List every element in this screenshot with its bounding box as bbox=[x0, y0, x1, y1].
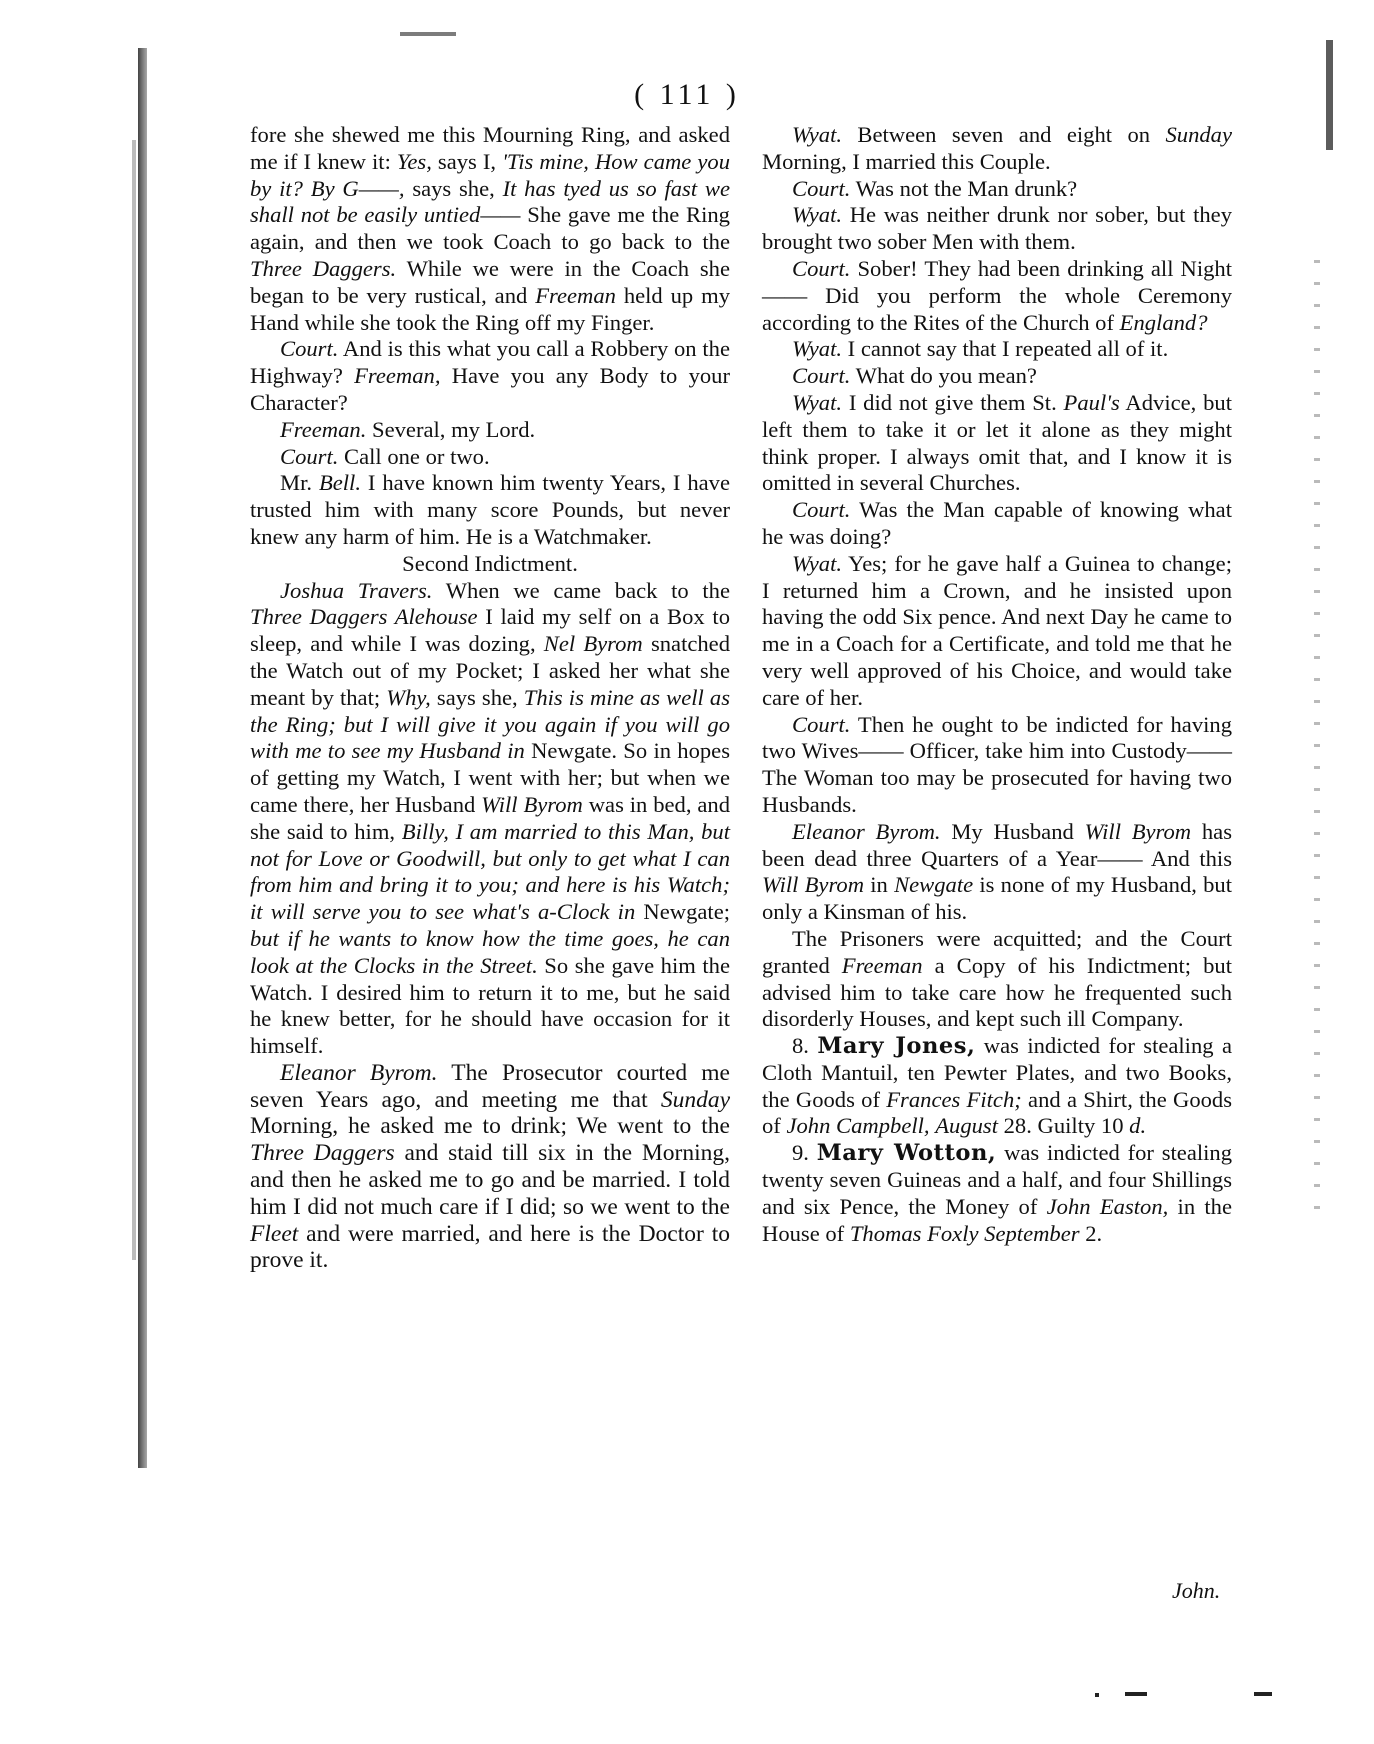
left-column bbox=[250, 122, 730, 1274]
speaker-label: Wyat. bbox=[792, 389, 842, 415]
speaker-label: Joshua Travers. bbox=[280, 577, 433, 603]
speaker-label: Wyat. bbox=[792, 122, 842, 147]
paragraph: Eleanor Byrom. The Prosecutor courted me seven Years ago, and meeting me that Sunday Morning, he asked me to drink; We went to the Three Daggers and staid till six in the Morning, and then he asked me to go and be married. I told him I did not much care if I did; so we went to the Fleet and were married, and here is the Doctor to prove it. bbox=[250, 1059, 730, 1274]
speaker-label: Court. bbox=[792, 363, 851, 389]
scan-ink-mark-bottom bbox=[1254, 1692, 1272, 1696]
speaker-label: Court. bbox=[792, 175, 851, 201]
paragraph: Mr. Bell. I have known him twenty Years, I have trusted him with many score Pounds, but never knew any harm of him. He is a Watchmaker. bbox=[250, 470, 730, 549]
speaker-label: Wyat. bbox=[792, 202, 842, 228]
catchword: John. bbox=[1172, 1578, 1221, 1603]
paragraph: Joshua Travers. When we came back to the Three Daggers Alehouse I laid my self on a Box to sleep, and while I was dozing, Nel Byrom snatched the Watch out of my Pocket; I asked her what she meant by that; Why, says she, This is mine as well as the Ring; but I will give it you again if you will go with me to see my Husband in Newgate. So in hopes of getting my Watch, I went with her; but when we came there, her Husband Will Byrom was in bed, and she said to him, Billy, I am married to this Man, but not for Love or Goodwill, but only to get what I can from him and bring it to you; and here is his Watch; it will serve you to see what's a-Clock in Newgate; but if he wants to know how the time goes, he can look at the Clocks in the Street. So she gave him the Watch. I desired him to return it to me, but he said he knew better, for he should have occasion for it himself. bbox=[250, 577, 731, 1059]
speaker-label: Bell. bbox=[318, 470, 361, 496]
paragraph: Wyat. Between seven and eight on Sunday Morning, I married this Couple. bbox=[762, 122, 1232, 174]
paragraph: Wyat. Yes; for he gave half a Guinea to change; I returned him a Crown, and he insisted upon having the odd Six pence. And next Day he came to me in a Coach for a Certificate, and told me that he very well approved of his Choice, and would take care of her. bbox=[762, 550, 1232, 710]
scan-binding-shadow bbox=[138, 48, 147, 1468]
scan-binding-shadow-inner bbox=[132, 140, 136, 1260]
scan-ink-mark-top bbox=[400, 32, 456, 36]
paragraph: The Prisoners were acquitted; and the Court granted Freeman a Copy of his Indictment; but advised him to take care how he frequented such disorderly Houses, and kept such ill Company. bbox=[762, 925, 1232, 1032]
speaker-label: Wyat. bbox=[792, 550, 842, 576]
speaker-label: Eleanor Byrom. bbox=[280, 1059, 438, 1086]
speaker-label: Court. bbox=[792, 255, 851, 281]
defendant-name: Mary Jones, bbox=[817, 1033, 976, 1060]
paragraph: Court. What do you mean? bbox=[792, 363, 1037, 389]
scan-ink-mark-bottom bbox=[1095, 1693, 1099, 1697]
paragraph: Court. And is this what you call a Robbery on the Highway? Freeman, Have you any Body to your Character? bbox=[250, 336, 730, 415]
paragraph: 9. Mary Wotton, was indicted for stealing twenty seven Guineas and a half, and four Shillings and six Pence, the Money of John Easton, in the House of Thomas Foxly September 2. bbox=[762, 1140, 1232, 1246]
paragraph: Court. Call one or two. bbox=[280, 443, 490, 469]
paragraph: Eleanor Byrom. My Husband Will Byrom has been dead three Quarters of a Year—— And this Will Byrom in Newgate is none of my Husband, but only a Kinsman of his. bbox=[762, 818, 1233, 925]
speaker-label: Wyat. bbox=[792, 336, 842, 362]
paragraph: Court. Sober! They had been drinking all Night—— Did you perform the whole Ceremony according to the Rites of the Church of England? bbox=[762, 255, 1232, 335]
speaker-label: Freeman. bbox=[280, 416, 367, 442]
right-column bbox=[762, 122, 1232, 1247]
speaker-label: Court. bbox=[280, 336, 339, 362]
paragraph: Freeman. Several, my Lord. bbox=[280, 416, 536, 442]
defendant-name: Mary Wotton, bbox=[816, 1140, 997, 1167]
speaker-label: Eleanor Byrom. bbox=[792, 818, 941, 844]
paragraph: Court. Was the Man capable of knowing what he was doing? bbox=[762, 497, 1232, 549]
paragraph: fore she shewed me this Mourning Ring, and asked me if I knew it: Yes, says I, 'Tis mine, How came you by it? By G——, says she, It has tyed us so fast we shall not be easily untied—— She gave me the Ring again, and then we took Coach to go back to the Three Daggers. While we were in the Coach she began to be very rustical, and Freeman held up my Hand while she took the Ring off my Finger. bbox=[250, 122, 731, 335]
scan-ink-mark-bottom bbox=[1125, 1692, 1147, 1696]
paragraph: 8. Mary Jones, was indicted for stealing a Cloth Mantuil, ten Pewter Plates, and two Books, the Goods of Frances Fitch; and a Shirt, the Goods of John Campbell, August 28. Guilty 10 d. bbox=[762, 1033, 1232, 1139]
speaker-label: Court. bbox=[792, 497, 851, 523]
speaker-label: Court. bbox=[280, 443, 339, 469]
paragraph: Wyat. I cannot say that I repeated all of it. bbox=[792, 336, 1169, 362]
paragraph: Court. Was not the Man drunk? bbox=[792, 175, 1078, 201]
paragraph: Wyat. I did not give them St. Paul's Advice, but left them to take it or let it alone as they might think proper. I always omit that, and I know it is omitted in several Churches. bbox=[762, 389, 1232, 496]
speaker-label: Court. bbox=[792, 711, 851, 737]
paragraph: Wyat. He was neither drunk nor sober, but they brought two sober Men with them. bbox=[762, 202, 1232, 255]
scan-show-through-right bbox=[1314, 260, 1320, 1220]
paragraph: Court. Then he ought to be indicted for having two Wives—— Officer, take him into Custody—— The Woman too may be prosecuted for having two Husbands. bbox=[762, 711, 1232, 817]
page-number: ( 111 ) bbox=[634, 78, 740, 111]
section-heading: Second Indictment. bbox=[402, 550, 578, 576]
